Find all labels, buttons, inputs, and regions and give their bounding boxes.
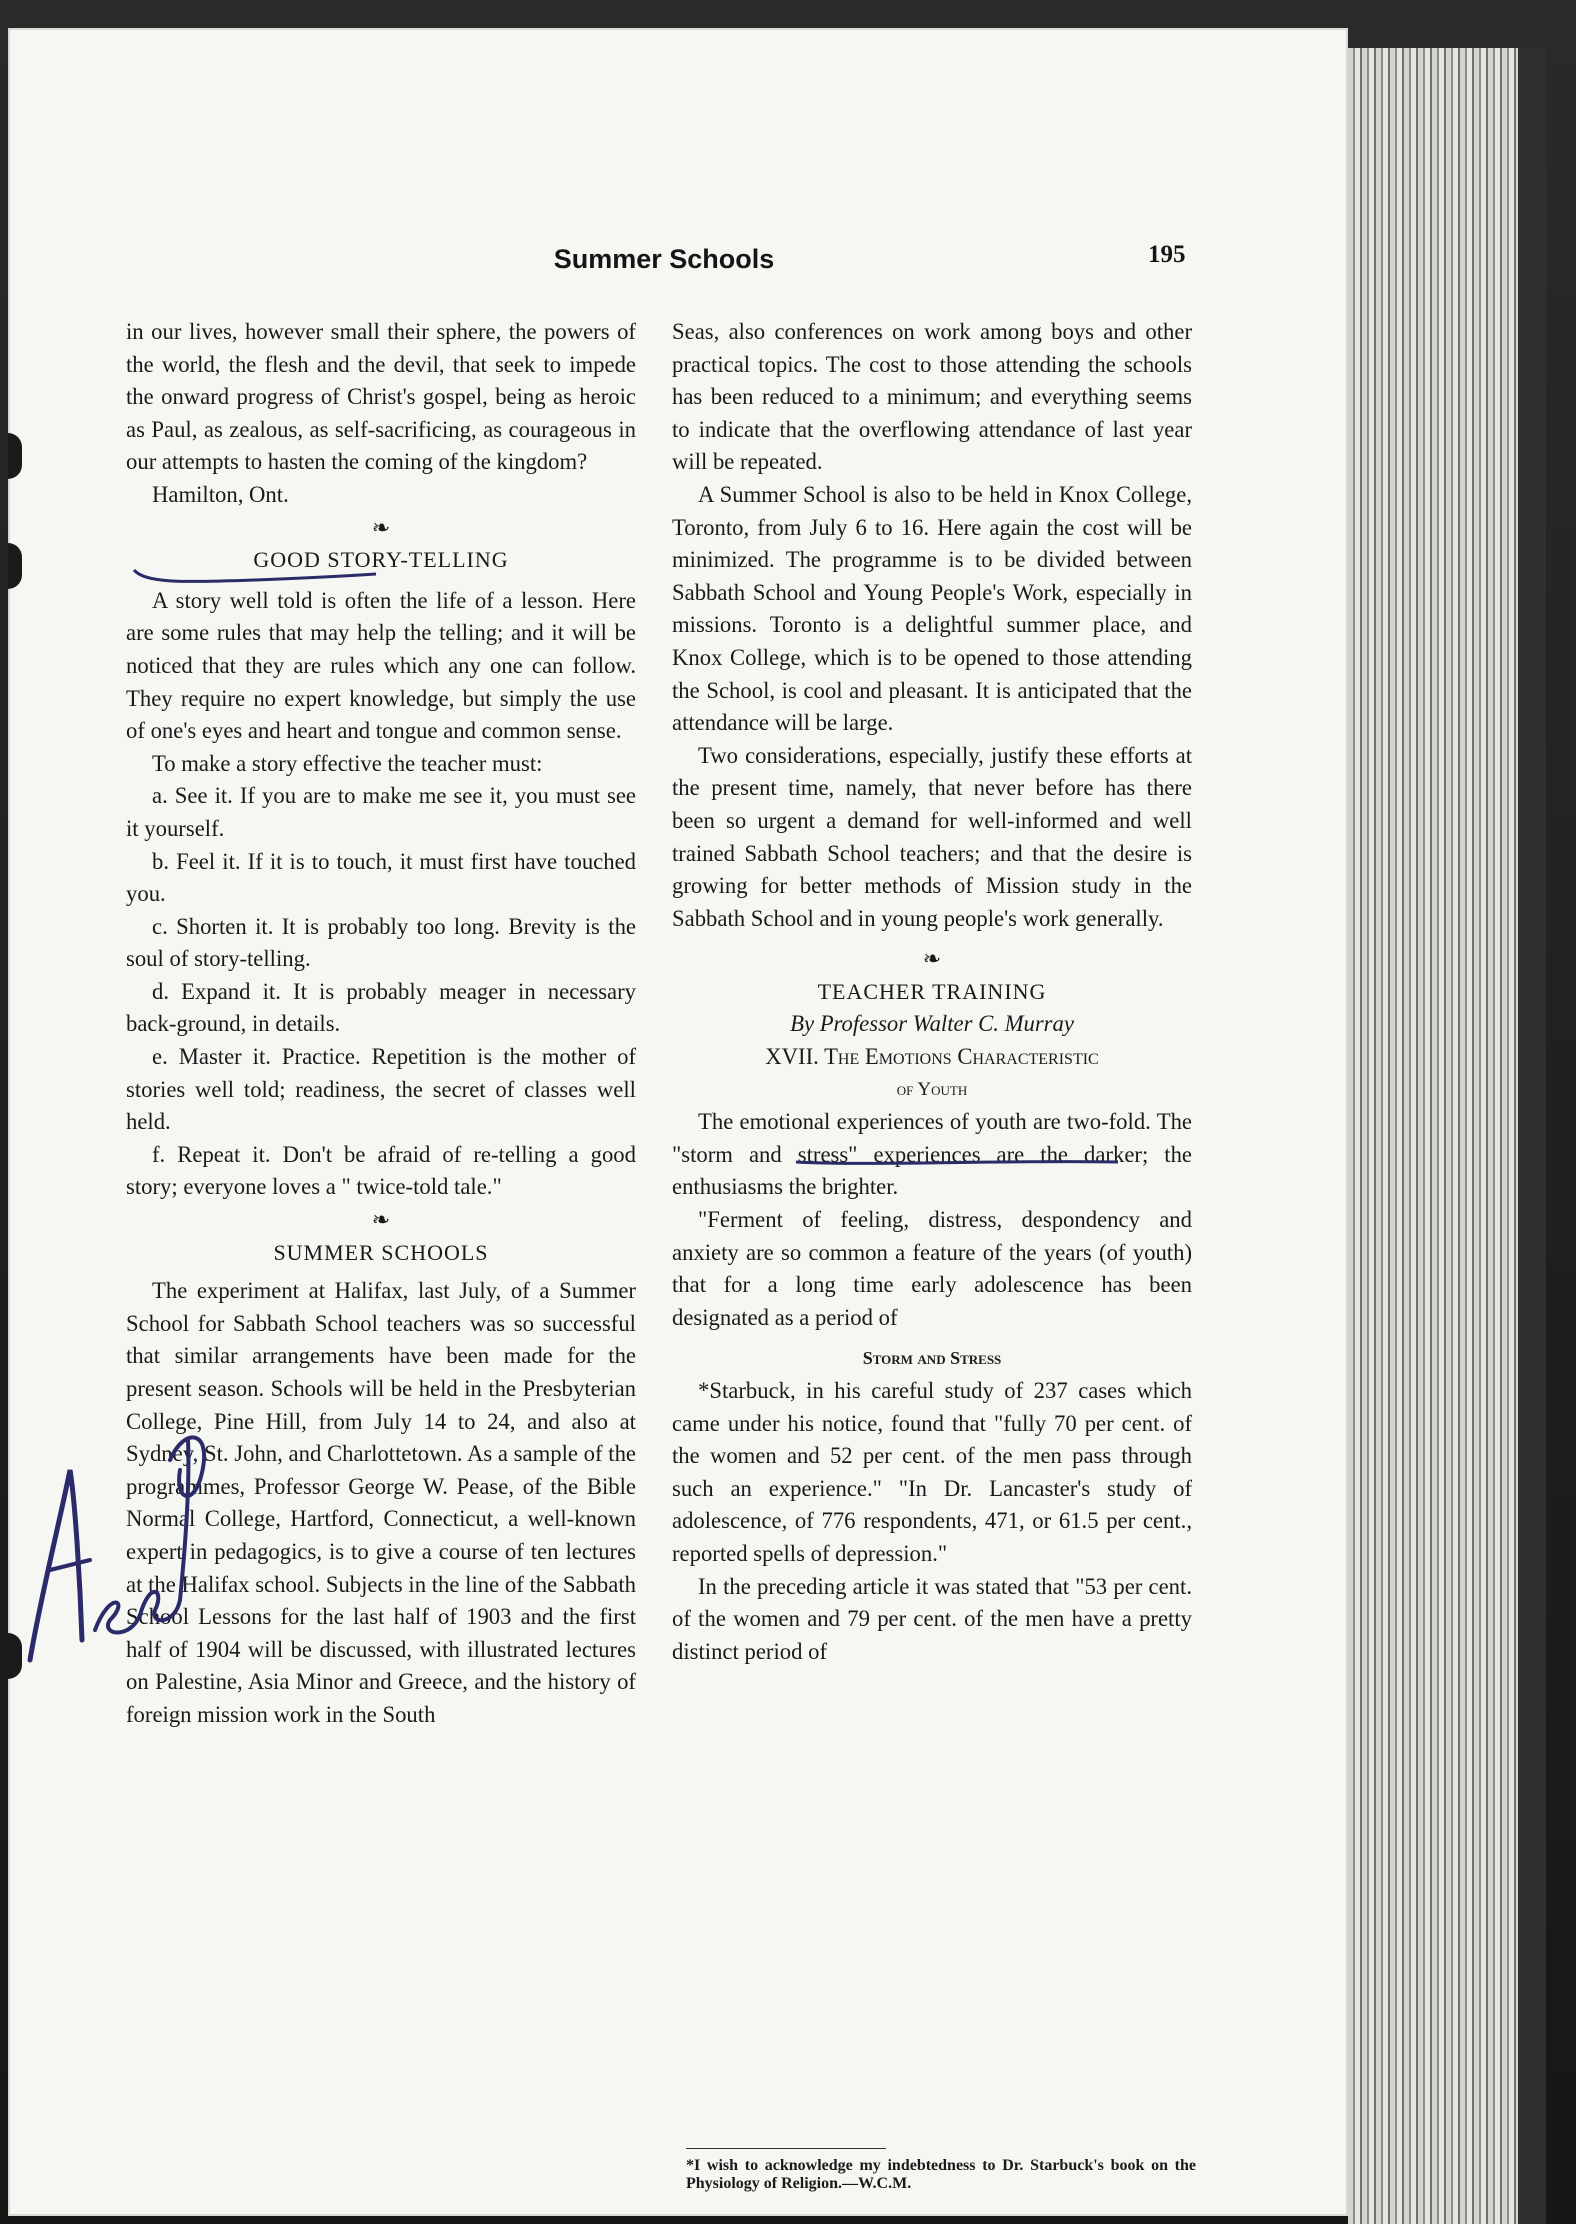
story-intro-paragraph: A story well told is often the life of a lesson. Here are some rules that may help the telling; and it will be noticed that they are rules which any one can follow. They require no expert knowledge, but simply the use of one's eyes and heart and tongue and common sense. <box>126 587 636 744</box>
byline: By Professor Walter C. Murray <box>790 1011 1074 1037</box>
annotation-stroke <box>50 1560 90 1570</box>
ink-underline-signature <box>126 560 386 590</box>
emotions-paragraph: The emotional experiences of youth are two-fold. The "storm and stress" experiences are the darker; the enthusiasms the brighter. <box>672 1109 1192 1200</box>
running-head: Summer Schools <box>553 244 775 274</box>
starbuck-paragraph: *Starbuck, in his careful study of 237 cases which came under his notice, found that "fully 70 per cent. of the women and 52 per cent. of the men pass through such an experience." "In Dr. Lancaster's study of adolescence, of 776 respondents, 471, or 61.5 per cent., reported spells of depression." <box>672 1378 1192 1566</box>
ink-underline-byline <box>792 1150 1122 1174</box>
rule-item: f. Repeat it. Don't be afraid of re-telling a good story; everyone loves a " twice-told tale." <box>126 1141 636 1200</box>
handwritten-annotation <box>10 1400 220 1680</box>
continuation-paragraph: in our lives, however small their sphere, the powers of the world, the flesh and the devil, that seek to impede the onward progress of Christ's gospel, being as heroic as Paul, as zealous, as self-sacrificing, as courageous in our attempts to hasten the coming of the kingdom? <box>126 319 636 475</box>
annotation-stroke <box>140 1592 180 1620</box>
ornament-leaf-icon: ❧ <box>371 514 391 540</box>
good-story-telling-heading: GOOD STORY-TELLING <box>253 547 509 573</box>
page-number: 195 <box>1148 241 1186 268</box>
summer-continued-paragraph: Seas, also conferences on work among boys and other practical topics. The cost to those attending the schools has been reduced to a minimum; and everything seems to indicate that the overflowing attendance of last year will be repeated. <box>672 319 1192 475</box>
ornament-leaf-icon: ❧ <box>922 946 942 972</box>
underline-stroke <box>796 1162 1118 1164</box>
rule-item: c. Shorten it. It is probably too long. Brevity is the soul of story-telling. <box>126 913 636 972</box>
underline-stroke <box>134 570 376 581</box>
summer-schools-paragraph: The experiment at Halifax, last July, of a Summer School for Sabbath School teachers was so successful that similar arrangements have been made for the present season. Schools will be held in the Presbyterian College, Pine Hill, from July 14 to 24, and also at Sydney, St. John, and Charlottetown. As a sample of the programmes, Professor George W. Pease, of the Bible Normal College, Hartford, Connecticut, a well-known expert in pedagogics, is to give a course of ten lectures at the Halifax school. Subjects in the line of the Sabbath School Lessons for the last half of 1903 and the first half of 1904 will be discussed, with illustrated lectures on Palestine, Asia Minor and Greece, and the history of foreign mission work in the South <box>126 1278 636 1727</box>
chapter-title-line: of Youth <box>896 1078 968 1100</box>
chapter-title-line: XVII. The Emotions Characteristic <box>765 1044 1099 1070</box>
footnote: *I wish to acknowledge my indebtedness to Dr. Starbuck's book on the Physiology of Religion.—W.C.M. <box>686 2157 1196 2192</box>
storm-and-stress-subheading: Storm and Stress <box>862 1348 1002 1369</box>
ornament-leaf-icon: ❧ <box>371 1207 391 1233</box>
rule-item: a. See it. If you are to make me see it, you must see it yourself. <box>126 783 636 841</box>
emotions-quote-paragraph: "Ferment of feeling, distress, despondency and anxiety are so common a feature of the years (of youth) that for a long time early adolescence has been designated as a period of <box>672 1207 1192 1330</box>
preceding-article-paragraph: In the preceding article it was stated that "53 per cent. of the women and 79 per cent. of the men have a pretty distinct period of <box>672 1573 1192 1664</box>
right-column <box>672 316 1192 1668</box>
binding-hole <box>8 543 22 589</box>
rule-item: b. Feel it. If it is to touch, it must first have touched you. <box>126 848 636 907</box>
knox-paragraph: A Summer School is also to be held in Knox College, Toronto, from July 6 to 16. Here again the cost will be minimized. The programme is to be divided between Sabbath School and Young People's Work, especially in missions. Toronto is a delightful summer place, and Knox College, which is to be opened to those attending the School, is cool and pleasant. It is anticipated that the attendance will be large. <box>672 481 1192 736</box>
footnote-rule <box>686 2148 886 2149</box>
summer-schools-heading: SUMMER SCHOOLS <box>273 1239 489 1265</box>
binding-hole <box>8 433 22 479</box>
annotation-stroke <box>180 1440 188 1600</box>
annotation-stroke <box>95 1603 140 1633</box>
handwritten-annotation-drawing <box>10 1400 220 1680</box>
rule-item: e. Master it. Practice. Repetition is the mother of stories well told; readiness, the secret of classes well held. <box>126 1044 636 1135</box>
teacher-training-heading: TEACHER TRAINING <box>817 978 1047 1004</box>
rule-item: d. Expand it. It is probably meager in necessary back-ground, in details. <box>126 978 636 1037</box>
book-page-edges <box>1348 48 1526 2224</box>
story-lead: To make a story effective the teacher must: <box>152 750 543 776</box>
considerations-paragraph: Two considerations, especially, justify these efforts at the present time, namely, that never before has there been so urgent a demand for well-informed and well trained Sabbath School teachers; and that the desire is growing for better methods of Mission study in the Sabbath School and in young people's work generally. <box>672 742 1192 931</box>
signature: Hamilton, Ont. <box>152 481 289 507</box>
